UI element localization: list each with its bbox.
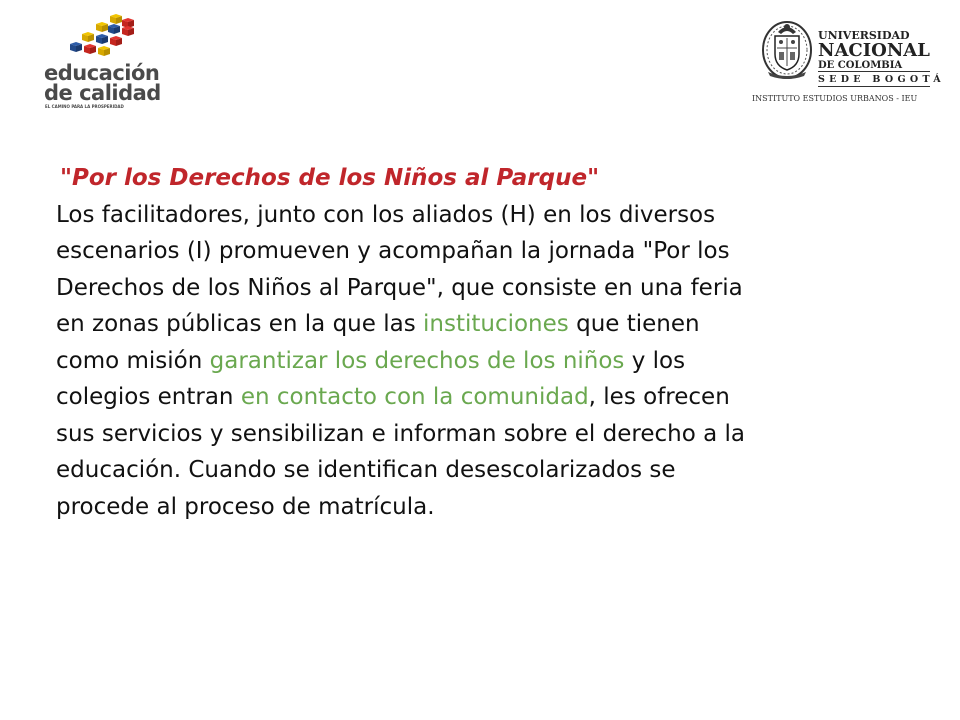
- body-text-line: [56, 197, 916, 234]
- body-text-line: [56, 306, 916, 343]
- body-text-line: [56, 452, 916, 489]
- highlighted-text: instituciones: [423, 311, 569, 337]
- body-text: colegios entran: [56, 384, 241, 410]
- slide-content: [56, 160, 916, 525]
- divider: [818, 71, 930, 72]
- body-text: que tienen: [568, 311, 700, 337]
- body-text: , les ofrecen: [588, 384, 730, 410]
- university-name-line1: UNIVERSIDAD: [818, 29, 910, 42]
- university-name-line2: NACIONAL: [818, 40, 930, 61]
- logo-text-line1: educación: [44, 61, 160, 85]
- body-text-line: [56, 416, 916, 453]
- highlighted-text: en contacto con la comunidad: [240, 384, 589, 410]
- slide-heading: "Por los Derechos de los Niños al Parque": [60, 165, 600, 191]
- slide-body: [56, 197, 916, 526]
- university-name-line3: DE COLOMBIA: [818, 60, 903, 71]
- university-seal-icon: [760, 18, 814, 82]
- body-text-line: [56, 489, 916, 526]
- body-text: educación. Cuando se identifican desescolarizados se: [56, 457, 676, 483]
- highlighted-text: garantizar los derechos de los niños: [209, 347, 625, 374]
- body-text: como misión: [56, 347, 210, 374]
- body-text-line: [56, 270, 916, 307]
- educacion-de-calidad-logo: [38, 14, 161, 109]
- body-text: en zonas públicas en la que las: [56, 311, 423, 337]
- colored-cubes-icon: [66, 14, 144, 62]
- body-text: y los: [624, 347, 686, 374]
- divider: [818, 86, 930, 87]
- body-text: Derechos de los Niños al Parque", que consiste en una feria: [56, 274, 743, 301]
- logo-text-line2: de calidad: [44, 81, 161, 105]
- body-text: procede al proceso de matrícula.: [56, 493, 435, 520]
- university-campus: SEDE BOGOTÁ: [818, 74, 945, 85]
- body-text: Los facilitadores, junto con los aliados (H) en los diversos: [56, 201, 716, 228]
- institute-name: INSTITUTO ESTUDIOS URBANOS - IEU: [752, 94, 918, 103]
- body-text: sus servicios y sensibilizan e informan sobre el derecho a la: [56, 420, 745, 447]
- universidad-nacional-logo: [752, 16, 945, 116]
- body-text-line: [56, 379, 916, 416]
- body-text-line: [56, 233, 916, 270]
- body-text: escenarios (I) promueven y acompañan la jornada "Por los: [56, 238, 730, 264]
- logo-tagline: EL CAMINO PARA LA PROSPERIDAD: [45, 104, 124, 109]
- body-text-line: [56, 343, 916, 380]
